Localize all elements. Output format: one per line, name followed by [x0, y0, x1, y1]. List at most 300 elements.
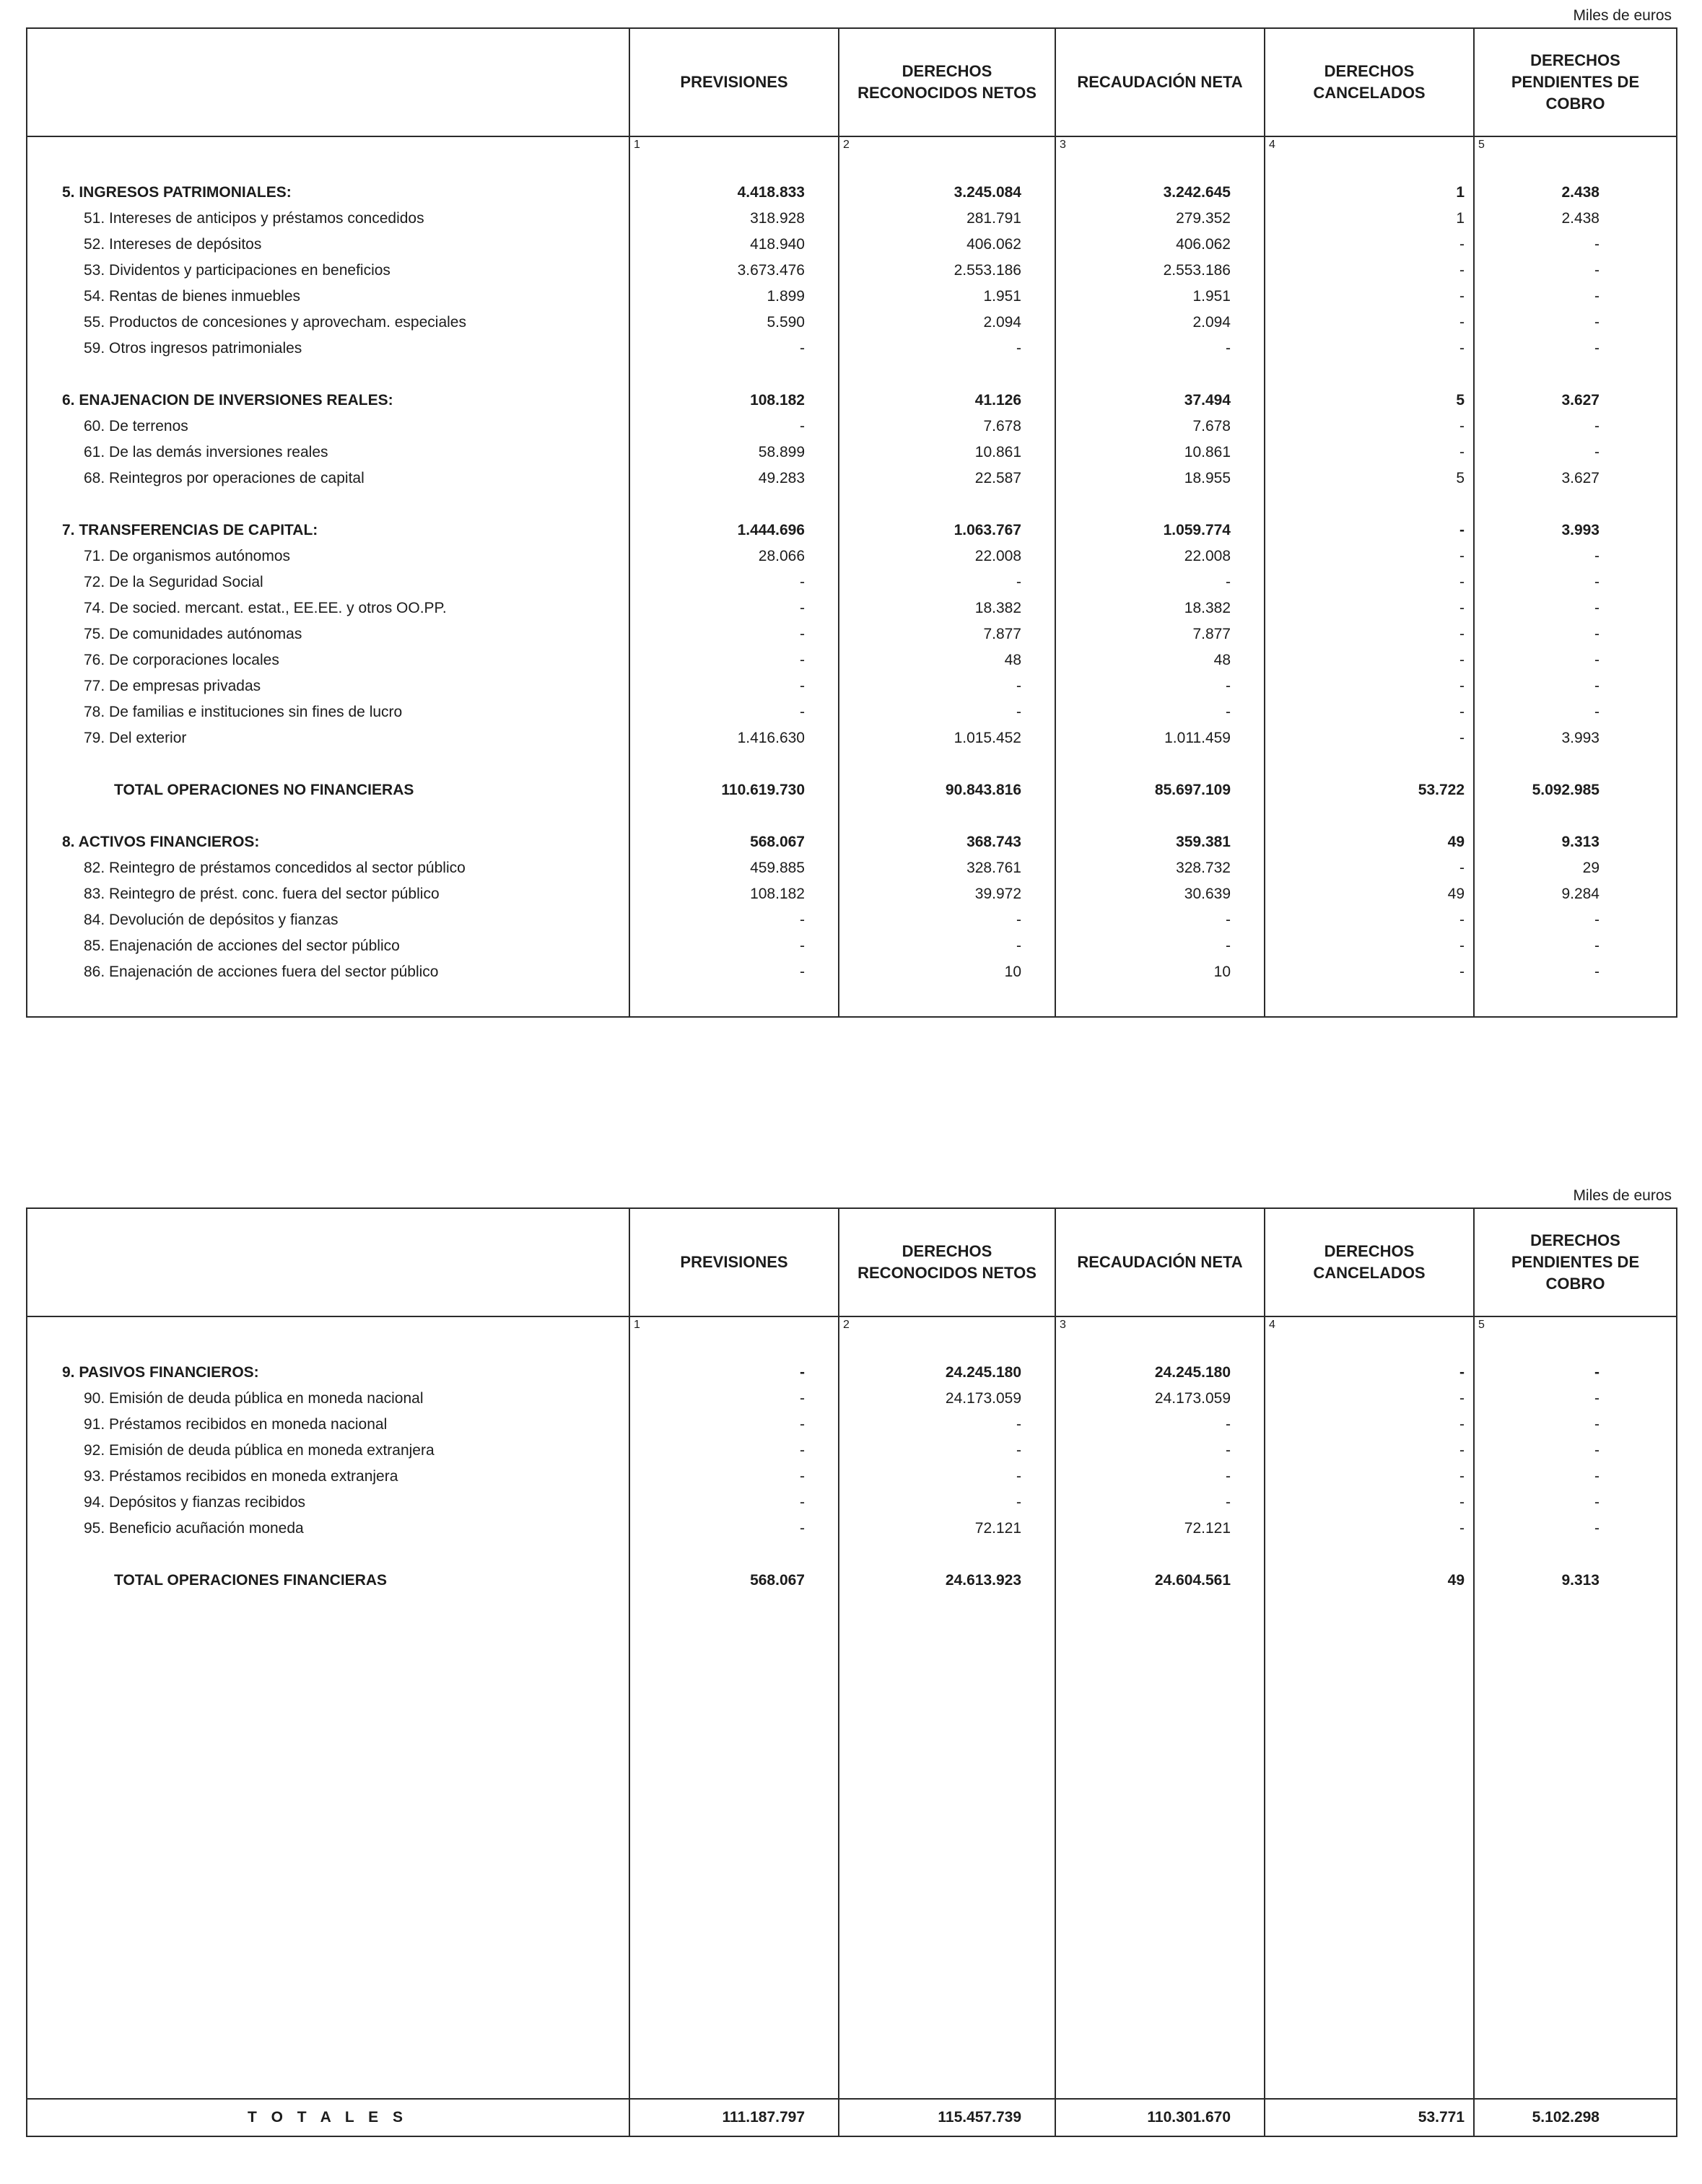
table-row [27, 543, 1677, 569]
row-value: - [1265, 1360, 1474, 1386]
row-value: 7.877 [839, 621, 1055, 647]
row-value: - [839, 1464, 1055, 1490]
table-row [27, 466, 1677, 492]
row-label [27, 362, 629, 388]
row-value [1474, 362, 1677, 388]
row-label [27, 155, 629, 180]
row-value [629, 1594, 839, 2099]
column-marker-2: 2 [839, 136, 1055, 155]
row-label [27, 803, 629, 829]
row-value: - [1055, 933, 1265, 959]
row-value: - [1474, 1438, 1677, 1464]
row-value: - [1474, 621, 1677, 647]
row-value: 10.861 [1055, 440, 1265, 466]
row-value: - [839, 569, 1055, 595]
row-value: 29 [1474, 855, 1677, 881]
row-value: 3.993 [1474, 517, 1677, 543]
row-label: 91. Préstamos recibidos en moneda nacional [84, 1416, 388, 1433]
row-label: 52. Intereses de depósitos [84, 236, 262, 253]
row-value: 85.697.109 [1055, 777, 1265, 803]
row-label: 95. Beneficio acuñación moneda [84, 1520, 304, 1537]
row-value: 2.094 [1055, 310, 1265, 336]
row-value [1474, 1594, 1677, 2099]
row-label [27, 1594, 629, 2099]
row-label: 9. PASIVOS FINANCIEROS: [62, 1364, 259, 1381]
row-value [1055, 1594, 1265, 2099]
table-row [27, 595, 1677, 621]
row-value [629, 155, 839, 180]
unit-label: Miles de euros [1573, 1187, 1672, 1204]
column-header-recaudacion: RECAUDACIÓN NETA [1055, 1208, 1265, 1316]
row-value: 281.791 [839, 206, 1055, 232]
row-value: - [1265, 569, 1474, 595]
row-value: 10 [1055, 959, 1265, 985]
income-table-2 [26, 1207, 1677, 2137]
row-value: - [839, 673, 1055, 699]
row-value: - [1265, 440, 1474, 466]
table-row [27, 1594, 1677, 2099]
table-row [27, 2099, 1677, 2136]
row-value: 24.245.180 [1055, 1360, 1265, 1386]
row-label: 76. De corporaciones locales [84, 652, 279, 668]
row-label: 86. Enajenación de acciones fuera del sector público [84, 964, 439, 980]
row-label: 92. Emisión de deuda pública en moneda extranjera [84, 1442, 435, 1459]
row-value: - [839, 933, 1055, 959]
row-value [1474, 1335, 1677, 1360]
column-header-derechos-cancelados: DERECHOS CANCELADOS [1265, 1208, 1474, 1316]
table-row [27, 1360, 1677, 1386]
row-value: - [1265, 1516, 1474, 1542]
row-label: 7. TRANSFERENCIAS DE CAPITAL: [62, 522, 318, 538]
row-value: - [1265, 1464, 1474, 1490]
row-value: - [1265, 647, 1474, 673]
row-value: 328.761 [839, 855, 1055, 881]
row-value: - [839, 1438, 1055, 1464]
table-row [27, 673, 1677, 699]
column-header-derechos-pendientes: DERECHOS PENDIENTES DE COBRO [1474, 28, 1677, 136]
column-marker-2: 2 [839, 1316, 1055, 1335]
table-row [27, 751, 1677, 777]
row-value: - [1265, 336, 1474, 362]
table-row [27, 1386, 1677, 1412]
column-header-previsiones: PREVISIONES [629, 28, 839, 136]
row-value: 10.861 [839, 440, 1055, 466]
table-row [27, 829, 1677, 855]
table-row [27, 414, 1677, 440]
row-value: 49.283 [629, 466, 839, 492]
table-row [27, 1438, 1677, 1464]
row-value: - [1474, 933, 1677, 959]
row-value: - [1474, 310, 1677, 336]
table-row [27, 569, 1677, 595]
row-value: 24.173.059 [839, 1386, 1055, 1412]
column-marker-4: 4 [1265, 136, 1474, 155]
row-value: 1.951 [839, 284, 1055, 310]
row-label: 82. Reintegro de préstamos concedidos al sector público [84, 860, 466, 876]
column-marker-row [27, 1316, 1677, 1335]
row-value [839, 1542, 1055, 1568]
row-value: 9.313 [1474, 1568, 1677, 1594]
row-label: TOTAL OPERACIONES FINANCIERAS [114, 1572, 388, 1589]
row-value [839, 1335, 1055, 1360]
row-value [1265, 1594, 1474, 2099]
row-label: 68. Reintegros por operaciones de capital [84, 470, 365, 486]
row-value: 53.722 [1265, 777, 1474, 803]
row-value [839, 751, 1055, 777]
table-row [27, 933, 1677, 959]
table-row [27, 621, 1677, 647]
row-value: - [1474, 1516, 1677, 1542]
row-value: 37.494 [1055, 388, 1265, 414]
row-label: 93. Préstamos recibidos en moneda extranjera [84, 1468, 398, 1485]
row-value [1474, 155, 1677, 180]
row-label [27, 751, 629, 777]
row-value: 1.015.452 [839, 725, 1055, 751]
column-header-recaudacion: RECAUDACIÓN NETA [1055, 28, 1265, 136]
row-value: - [1055, 1438, 1265, 1464]
column-header-derechos-reconocidos: DERECHOS RECONOCIDOS NETOS [839, 1208, 1055, 1316]
column-marker-1: 1 [629, 1316, 839, 1335]
row-value: - [839, 1412, 1055, 1438]
row-value: - [1474, 1412, 1677, 1438]
table-row [27, 959, 1677, 985]
row-value: - [629, 569, 839, 595]
row-value: 49 [1265, 1568, 1474, 1594]
row-value [1055, 1542, 1265, 1568]
row-value [1265, 155, 1474, 180]
row-value: - [1265, 621, 1474, 647]
row-value [1055, 492, 1265, 517]
column-marker-5: 5 [1474, 136, 1677, 155]
row-label: 55. Productos de concesiones y aprovecham. especiales [84, 314, 466, 331]
row-value: 1.951 [1055, 284, 1265, 310]
row-value: - [1474, 1386, 1677, 1412]
row-label: 78. De familias e instituciones sin fines de lucro [84, 704, 403, 720]
table-2-body [27, 1335, 1677, 2136]
row-value: 1.063.767 [839, 517, 1055, 543]
table-row [27, 647, 1677, 673]
row-label: 84. Devolución de depósitos y fianzas [84, 912, 339, 928]
row-label: 53. Dividentos y participaciones en beneficios [84, 262, 390, 279]
row-value: - [629, 1438, 839, 1464]
row-value: - [629, 1360, 839, 1386]
row-value: 3.245.084 [839, 180, 1055, 206]
income-table-1 [26, 27, 1677, 1018]
row-label: 59. Otros ingresos patrimoniales [84, 340, 302, 357]
row-value: - [1265, 284, 1474, 310]
table-row [27, 907, 1677, 933]
header-row [27, 1208, 1677, 1316]
row-label: 79. Del exterior [84, 730, 187, 746]
row-value: 1.444.696 [629, 517, 839, 543]
row-value [629, 751, 839, 777]
row-label: 90. Emisión de deuda pública en moneda nacional [84, 1390, 424, 1407]
row-value: - [1265, 595, 1474, 621]
row-value: 2.438 [1474, 206, 1677, 232]
table-row [27, 725, 1677, 751]
row-value: - [839, 336, 1055, 362]
table-row [27, 881, 1677, 907]
row-value: 7.678 [839, 414, 1055, 440]
row-value: 115.457.739 [839, 2099, 1055, 2136]
row-value: - [629, 647, 839, 673]
row-label: 6. ENAJENACION DE INVERSIONES REALES: [62, 392, 393, 409]
table-row [27, 206, 1677, 232]
row-label [27, 492, 629, 517]
column-header-derechos-pendientes: DERECHOS PENDIENTES DE COBRO [1474, 1208, 1677, 1316]
row-value: 5 [1265, 388, 1474, 414]
row-value: 49 [1265, 829, 1474, 855]
row-value: 1.416.630 [629, 725, 839, 751]
table-row [27, 1568, 1677, 1594]
row-value: 328.732 [1055, 855, 1265, 881]
row-value: 3.993 [1474, 725, 1677, 751]
table-1-section [0, 0, 1702, 1018]
row-value: 22.008 [839, 543, 1055, 569]
row-value: 406.062 [839, 232, 1055, 258]
row-value [1055, 985, 1265, 1017]
row-value: - [629, 907, 839, 933]
row-value: - [1474, 959, 1677, 985]
table-row [27, 985, 1677, 1017]
row-label: 77. De empresas privadas [84, 678, 261, 694]
row-value: - [839, 699, 1055, 725]
row-value: 1.899 [629, 284, 839, 310]
table-row [27, 180, 1677, 206]
row-label: TOTAL OPERACIONES NO FINANCIERAS [114, 782, 414, 798]
row-value: - [1474, 673, 1677, 699]
table-row [27, 803, 1677, 829]
row-value: - [1055, 1464, 1265, 1490]
column-marker-3: 3 [1055, 1316, 1265, 1335]
row-value: - [629, 673, 839, 699]
column-marker-row [27, 136, 1677, 155]
row-value: - [629, 1386, 839, 1412]
row-value: 41.126 [839, 388, 1055, 414]
row-value: - [1474, 595, 1677, 621]
row-value [839, 492, 1055, 517]
row-value: 24.604.561 [1055, 1568, 1265, 1594]
row-value [1055, 362, 1265, 388]
row-value: 111.187.797 [629, 2099, 839, 2136]
row-value: 110.619.730 [629, 777, 839, 803]
table-row [27, 1464, 1677, 1490]
row-value: 3.673.476 [629, 258, 839, 284]
row-value: 5.590 [629, 310, 839, 336]
row-value: 2.094 [839, 310, 1055, 336]
row-value: - [629, 621, 839, 647]
row-value: - [1265, 232, 1474, 258]
row-value: 18.382 [1055, 595, 1265, 621]
row-value: - [1474, 1360, 1677, 1386]
table-row [27, 492, 1677, 517]
row-value: 3.242.645 [1055, 180, 1265, 206]
row-value [1474, 492, 1677, 517]
row-value: 5 [1265, 466, 1474, 492]
row-value: - [1265, 543, 1474, 569]
row-value: 568.067 [629, 1568, 839, 1594]
row-value: 4.418.833 [629, 180, 839, 206]
row-value: - [629, 1464, 839, 1490]
row-value: - [1474, 569, 1677, 595]
row-value: 459.885 [629, 855, 839, 881]
row-value: - [1265, 959, 1474, 985]
row-value [629, 985, 839, 1017]
row-label: 83. Reintegro de prést. conc. fuera del sector público [84, 886, 440, 902]
row-value: - [1474, 258, 1677, 284]
table-row [27, 1490, 1677, 1516]
row-value: 5.092.985 [1474, 777, 1677, 803]
row-value [1055, 1335, 1265, 1360]
row-value: 48 [1055, 647, 1265, 673]
row-value: 28.066 [629, 543, 839, 569]
row-value: 10 [839, 959, 1055, 985]
row-value [1265, 1542, 1474, 1568]
row-value: 359.381 [1055, 829, 1265, 855]
row-value: 3.627 [1474, 466, 1677, 492]
row-label: 5. INGRESOS PATRIMONIALES: [62, 184, 292, 201]
row-value [1265, 985, 1474, 1017]
table-row [27, 388, 1677, 414]
table-row [27, 1542, 1677, 1568]
row-label: 71. De organismos autónomos [84, 548, 290, 564]
row-value [629, 492, 839, 517]
row-value [839, 803, 1055, 829]
row-value [1265, 362, 1474, 388]
row-value: 24.613.923 [839, 1568, 1055, 1594]
table-row [27, 517, 1677, 543]
row-value: - [1265, 855, 1474, 881]
marker-empty [27, 136, 629, 155]
row-value [1265, 1335, 1474, 1360]
row-value: 110.301.670 [1055, 2099, 1265, 2136]
row-value: 406.062 [1055, 232, 1265, 258]
row-value: - [1474, 1464, 1677, 1490]
row-value: 24.245.180 [839, 1360, 1055, 1386]
row-label: 94. Depósitos y fianzas recibidos [84, 1494, 305, 1511]
row-value: - [1474, 543, 1677, 569]
row-value: 1.059.774 [1055, 517, 1265, 543]
row-value [1474, 803, 1677, 829]
row-value: 53.771 [1265, 2099, 1474, 2136]
row-value: 368.743 [839, 829, 1055, 855]
row-label: 51. Intereses de anticipos y préstamos concedidos [84, 210, 424, 227]
row-value: 18.382 [839, 595, 1055, 621]
table-row [27, 155, 1677, 180]
row-value: 1 [1265, 180, 1474, 206]
corner-cell [27, 28, 629, 136]
table-1-body [27, 155, 1677, 1017]
table-row [27, 1412, 1677, 1438]
row-value: - [1265, 258, 1474, 284]
table-row [27, 362, 1677, 388]
row-value: - [1265, 933, 1474, 959]
row-value [1265, 492, 1474, 517]
row-value: 22.587 [839, 466, 1055, 492]
row-value: - [1055, 569, 1265, 595]
row-value: - [1265, 699, 1474, 725]
row-value: - [629, 933, 839, 959]
row-value: - [1055, 907, 1265, 933]
row-value: 108.182 [629, 881, 839, 907]
row-label: 75. De comunidades autónomas [84, 626, 302, 642]
row-value: - [629, 1516, 839, 1542]
row-value: 5.102.298 [1474, 2099, 1677, 2136]
row-label [27, 1335, 629, 1360]
row-value: - [629, 414, 839, 440]
row-value: 72.121 [839, 1516, 1055, 1542]
row-value: - [1055, 699, 1265, 725]
row-value: - [629, 336, 839, 362]
row-value: - [1265, 1438, 1474, 1464]
row-value: 2.553.186 [1055, 258, 1265, 284]
row-value: 9.313 [1474, 829, 1677, 855]
table-row [27, 1335, 1677, 1360]
marker-empty [27, 1316, 629, 1335]
row-value [1265, 751, 1474, 777]
row-value: 90.843.816 [839, 777, 1055, 803]
corner-cell [27, 1208, 629, 1316]
row-value [839, 362, 1055, 388]
row-value [1265, 803, 1474, 829]
row-value: - [629, 959, 839, 985]
table-row [27, 232, 1677, 258]
row-value: - [1474, 414, 1677, 440]
row-value: - [1474, 907, 1677, 933]
row-value: - [1265, 1412, 1474, 1438]
row-label: 8. ACTIVOS FINANCIEROS: [62, 834, 260, 850]
row-label: 72. De la Seguridad Social [84, 574, 263, 590]
column-marker-5: 5 [1474, 1316, 1677, 1335]
row-value: - [1474, 336, 1677, 362]
row-value [1055, 751, 1265, 777]
row-value: - [839, 1490, 1055, 1516]
row-value: - [1474, 284, 1677, 310]
row-value: - [1265, 907, 1474, 933]
row-value: - [629, 1490, 839, 1516]
row-value [839, 1594, 1055, 2099]
row-value: 24.173.059 [1055, 1386, 1265, 1412]
row-label: 61. De las demás inversiones reales [84, 444, 328, 460]
row-value: 1.011.459 [1055, 725, 1265, 751]
row-value: - [1055, 1490, 1265, 1516]
row-value [1474, 1542, 1677, 1568]
row-label: 85. Enajenación de acciones del sector público [84, 938, 400, 954]
row-value: - [1265, 1386, 1474, 1412]
row-label [27, 985, 629, 1017]
column-marker-1: 1 [629, 136, 839, 155]
row-value: 58.899 [629, 440, 839, 466]
row-value: - [1055, 1412, 1265, 1438]
row-label: 60. De terrenos [84, 418, 188, 434]
row-value: 49 [1265, 881, 1474, 907]
row-value: - [629, 699, 839, 725]
row-value [839, 985, 1055, 1017]
row-value: 72.121 [1055, 1516, 1265, 1542]
row-value: 568.067 [629, 829, 839, 855]
row-label: 74. De socied. mercant. estat., EE.EE. y otros OO.PP. [84, 600, 447, 616]
table-row [27, 440, 1677, 466]
row-value: - [1474, 440, 1677, 466]
row-value: 9.284 [1474, 881, 1677, 907]
row-value: 2.438 [1474, 180, 1677, 206]
table-row [27, 777, 1677, 803]
row-value [839, 155, 1055, 180]
column-header-previsiones: PREVISIONES [629, 1208, 839, 1316]
row-label [27, 1542, 629, 1568]
row-value: 48 [839, 647, 1055, 673]
row-value: - [1055, 336, 1265, 362]
